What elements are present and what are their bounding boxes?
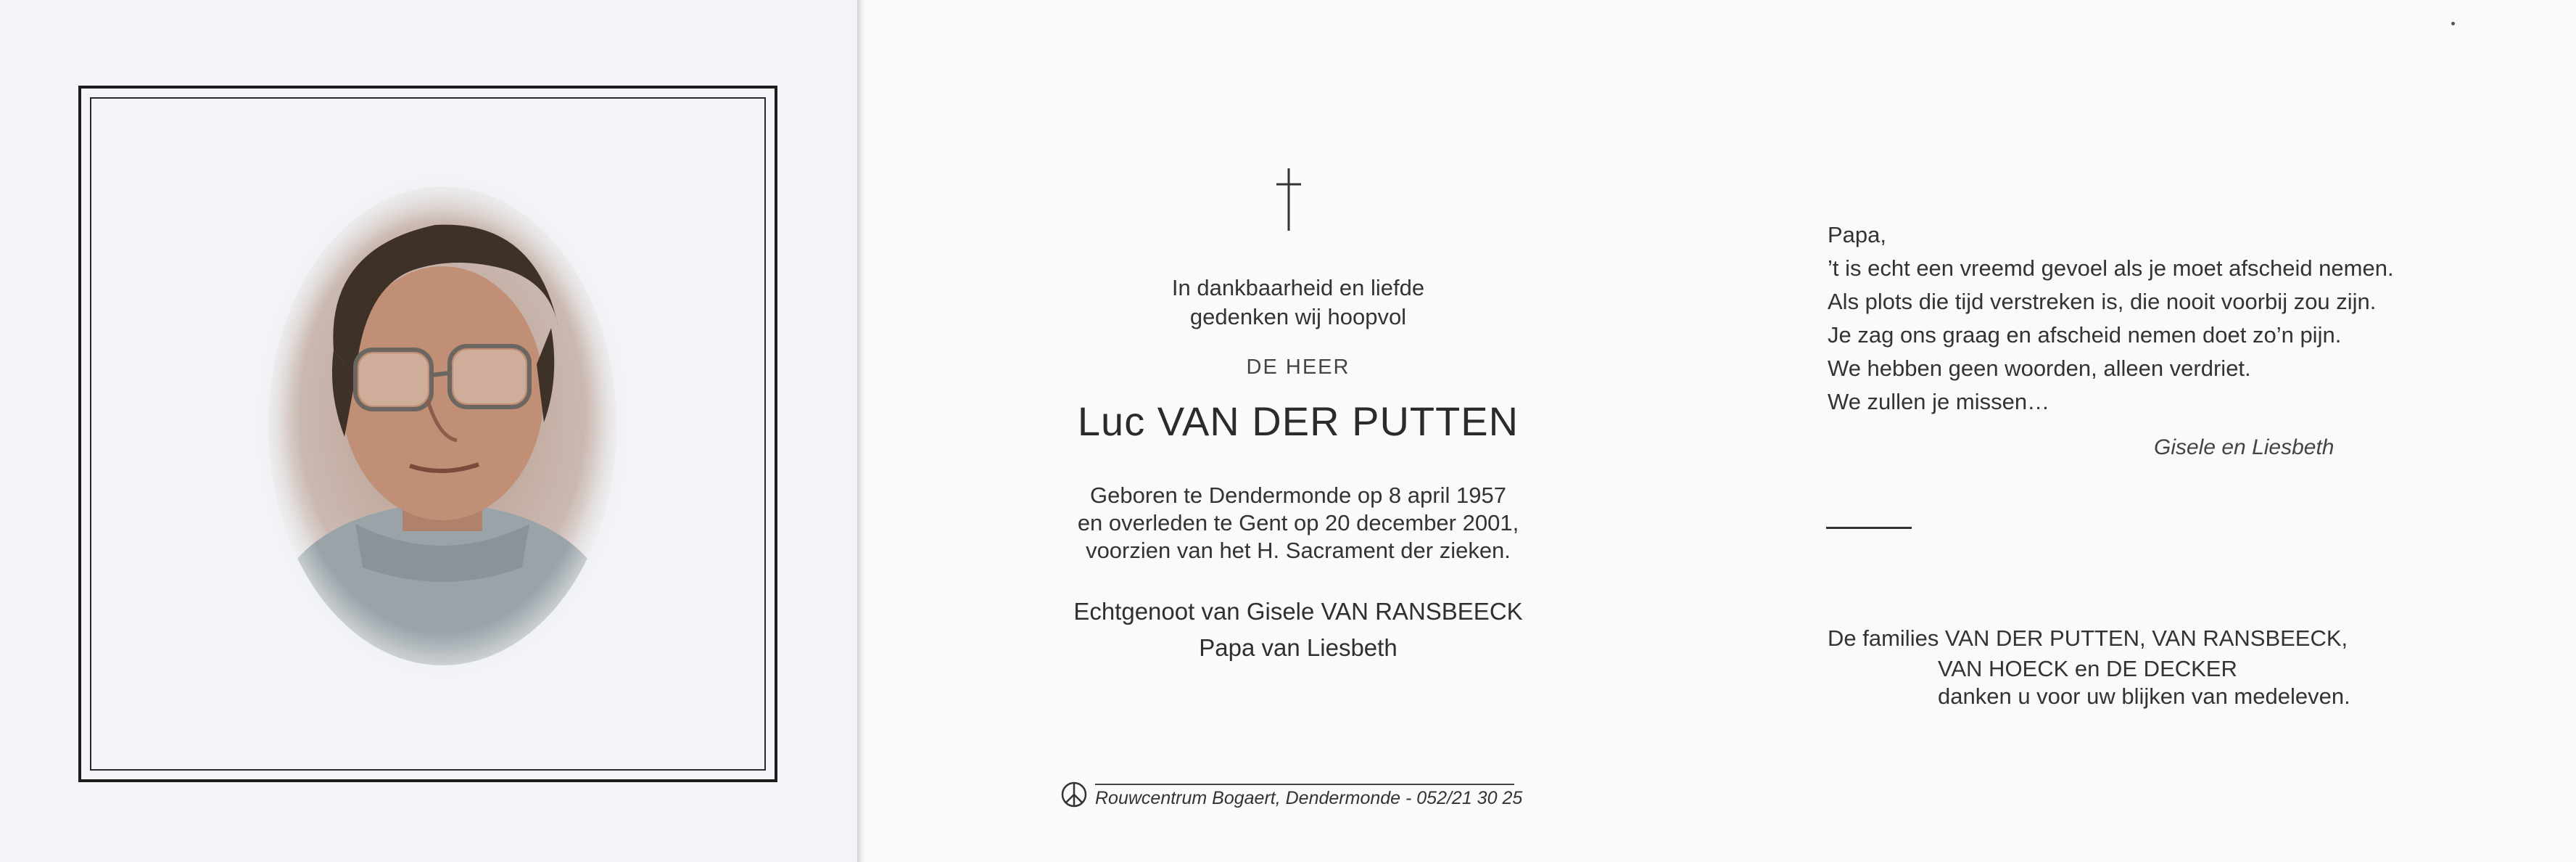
divider [1826,527,1912,529]
card-fold [857,0,864,862]
portrait-photo [247,161,638,691]
latin-cross-icon [1272,168,1305,231]
poem-line: Je zag ons graag en afscheid nemen doet zo’n pijn. [1828,322,2342,348]
poem-line: ’t is echt een vreemd gevoel als je moet afscheid nemen. [1828,255,2394,281]
death-line: en overleden te Gent op 20 december 2001, [1077,510,1519,535]
intro-line-1: In dankbaarheid en liefde [1171,275,1425,300]
spouse-line: Echtgenoot van Gisele VAN RANSBEECK [1073,598,1523,625]
deceased-name: Luc VAN DER PUTTEN [1077,398,1519,444]
poem-line: We hebben geen woorden, alleen verdriet. [1828,356,2251,381]
poem-line: We zullen je missen… [1828,389,2050,414]
paper-speck [2451,22,2455,25]
funeral-home-credit: Rouwcentrum Bogaert, Dendermonde - 052/21 30 25 [1095,788,1523,808]
birth-line: Geboren te Dendermonde op 8 april 1957 [1090,483,1506,508]
poem-line: Papa, [1828,222,1887,247]
intro-line-2: gedenken wij hoopvol [1189,304,1407,329]
peace-sign-icon [1060,781,1088,808]
portrait-illustration [247,161,638,691]
families-line-3: danken u voor uw blijken van medeleven. [1938,684,2350,709]
sacrament-line: voorzien van het H. Sacrament der zieken. [1086,538,1511,563]
footer-rule [1095,784,1514,785]
honorific: DE HEER [1246,356,1350,379]
poem-signature: Gisele en Liesbeth [2154,435,2334,459]
families-line-2: VAN HOECK en DE DECKER [1938,656,2237,681]
families-line-1: De families VAN DER PUTTEN, VAN RANSBEECK, [1828,625,2348,651]
poem-line: Als plots die tijd verstreken is, die nooit voorbij zou zijn. [1828,289,2377,314]
parent-line: Papa van Liesbeth [1199,634,1398,661]
